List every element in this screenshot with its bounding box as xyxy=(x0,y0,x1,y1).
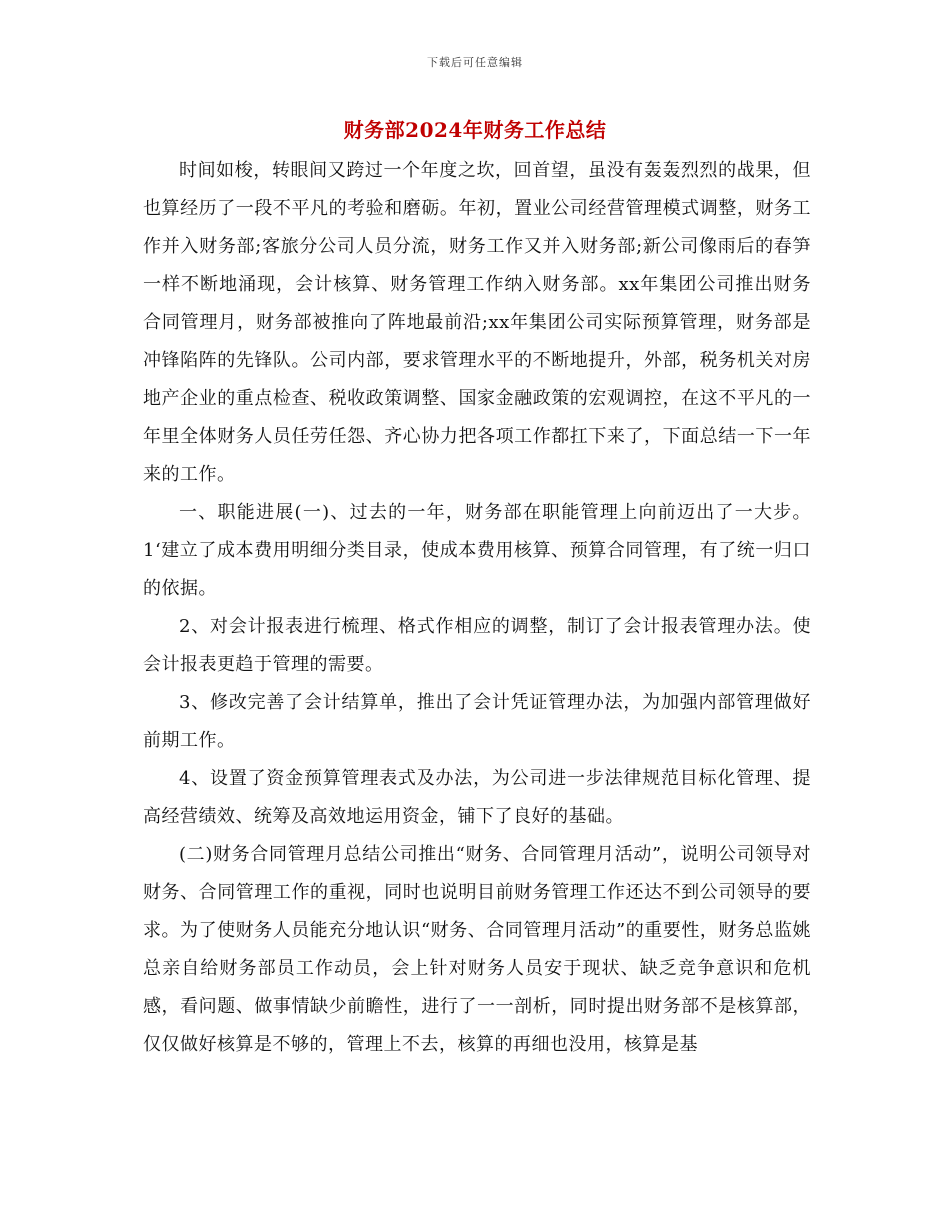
page-header-note: 下载后可任意编辑 xyxy=(427,56,523,69)
paragraph-section-2: (二)财务合同管理月总结公司推出“财务、合同管理月活动”，说明公司领导对财务、合同管理工作的重视，同时也说明目前财务管理工作还达不到公司领导的要求。为了使财务人员能充分地认识“财务、合同管理月活动”的重要性，财务总监姚总亲自给财务部员工作动员，会上针对财务人员安于现状、缺乏竞争意识和危机感，看问题、做事情缺少前瞻性，进行了一一剖析，同时提出财务部不是核算部，仅仅做好核算是不够的，管理上不去，核算的再细也没用，核算是基 xyxy=(143,844,811,1055)
document-title: 财务部2024年财务工作总结 xyxy=(343,118,607,142)
paragraph-intro: 时间如梭，转眼间又跨过一个年度之坎，回首望，虽没有轰轰烈烈的战果，但也算经历了一段不平凡的考验和磨砺。年初，置业公司经营管理模式调整，财务工作并入财务部;客旅分公司人员分流，财务工作又并入财务部;新公司像雨后的春笋一样不断地涌现，会计核算、财务管理工作纳入财务部。xx年集团公司推出财务合同管理月，财务部被推向了阵地最前沿;xx年集团公司实际预算管理，财务部是冲锋陷阵的先锋队。公司内部，要求管理水平的不断地提升，外部，税务机关对房地产企业的重点检查、税收政策调整、国家金融政策的宏观调控，在这不平凡的一年里全体财务人员任劳任怨、齐心协力把各项工作都扛下来了，下面总结一下一年来的工作。 xyxy=(143,160,811,485)
paragraph-item-2: 2、对会计报表进行梳理、格式作相应的调整，制订了会计报表管理办法。使会计报表更趋于管理的需要。 xyxy=(143,616,811,675)
paragraph-item-3: 3、修改完善了会计结算单，推出了会计凭证管理办法，为加强内部管理做好前期工作。 xyxy=(143,692,811,751)
paragraph-item-4: 4、设置了资金预算管理表式及办法，为公司进一步法律规范目标化管理、提高经营绩效、统筹及高效地运用资金，铺下了良好的基础。 xyxy=(143,768,811,827)
document-body xyxy=(143,152,811,1064)
paragraph-section-1: 一、职能进展(一)、过去的一年，财务部在职能管理上向前迈出了一大步。1‘建立了成本费用明细分类目录，使成本费用核算、预算合同管理，有了统一归口的依据。 xyxy=(143,502,811,599)
